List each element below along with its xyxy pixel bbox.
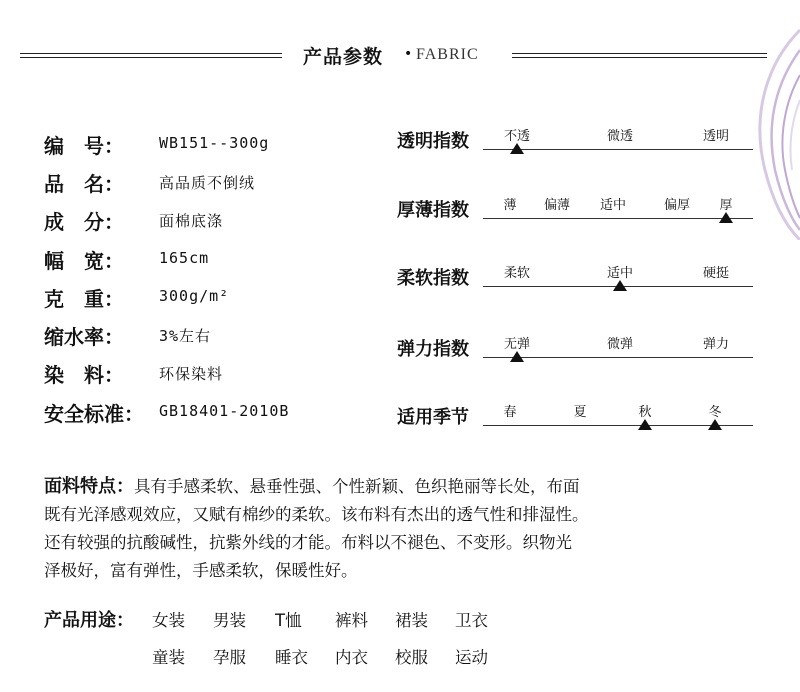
spec-value: 面棉底涤 (159, 212, 224, 230)
usage-item: 女装 (152, 611, 185, 630)
index-marker-icon (719, 212, 733, 223)
spec-value: 300g/m² (159, 287, 230, 305)
usage-label: 产品用途： (44, 610, 134, 631)
index-scale-label: 厚 (719, 198, 733, 213)
index-scale-label: 秋 (638, 405, 652, 420)
usage-item: 睡衣 (275, 648, 308, 667)
header-rule-right (512, 53, 767, 54)
index-scale-label: 适中 (606, 266, 634, 281)
spec-value: WB151--300g (159, 134, 270, 152)
page-subtitle: FABRIC (416, 46, 479, 63)
index-scale-label: 无弹 (503, 337, 531, 352)
usage-item: 内衣 (335, 648, 368, 667)
index-name: 弹力指数 (397, 339, 469, 360)
index-name: 适用季节 (397, 407, 469, 428)
spec-key: 成 分： (44, 210, 124, 234)
spec-value: GB18401-2010B (159, 402, 290, 420)
feather-decoration-icon (730, 20, 800, 240)
page-title: 产品参数 (303, 46, 384, 68)
index-scale-label: 透明 (702, 129, 730, 144)
index-name: 透明指数 (397, 131, 469, 152)
description-line: 既有光泽感观效应，又赋有棉纱的柔软。该布料有杰出的透气性和排湿性。 (44, 505, 589, 524)
index-name: 柔软指数 (397, 268, 469, 289)
index-scale-label: 薄 (503, 198, 517, 213)
spec-value: 3%左右 (159, 327, 212, 345)
title-bullet: • (404, 46, 413, 62)
usage-item: 童装 (152, 648, 185, 667)
spec-key: 克 重： (44, 287, 124, 311)
usage-item: 卫衣 (455, 611, 488, 630)
description-line: 面料特点：具有手感柔软、悬垂性强、个性新颖、色织艳丽等长处，布面 (44, 476, 580, 497)
index-scale-label: 冬 (708, 405, 722, 420)
header-rule-left (20, 53, 282, 54)
fabric-description (44, 474, 744, 583)
index-scale-label: 柔软 (503, 266, 531, 281)
index-marker-icon (510, 351, 524, 362)
index-scale-label: 偏薄 (543, 198, 571, 213)
spec-value: 环保染料 (159, 365, 224, 383)
spec-key: 缩水率： (44, 325, 124, 349)
spec-key: 品 名： (44, 172, 124, 196)
usage-item: 运动 (455, 648, 488, 667)
spec-value: 165cm (159, 249, 210, 267)
index-scale-label: 不透 (503, 129, 531, 144)
index-name: 厚薄指数 (397, 200, 469, 221)
spec-key: 编 号： (44, 134, 124, 158)
index-marker-icon (510, 143, 524, 154)
header-rule-right-2 (512, 57, 767, 58)
index-scale-line (483, 218, 753, 219)
index-scale-label: 弹力 (702, 337, 730, 352)
description-line: 还有较强的抗酸碱性，抗紫外线的才能。布料以不褪色、不变形。织物光 (44, 533, 572, 552)
header-rule-left-2 (20, 57, 282, 58)
index-scale-label: 夏 (573, 405, 587, 420)
spec-key: 染 料： (44, 363, 124, 387)
index-scale-label: 微弹 (606, 337, 634, 352)
index-scale-label: 适中 (599, 198, 627, 213)
usage-item: 校服 (395, 648, 428, 667)
index-marker-icon (613, 280, 627, 291)
description-label: 面料特点： (44, 476, 134, 497)
index-scale-label: 硬挺 (702, 266, 730, 281)
index-scale-label: 春 (503, 405, 517, 420)
usage-item: 孕服 (213, 648, 246, 667)
spec-value: 高品质不倒绒 (159, 174, 256, 192)
index-scale-label: 偏厚 (663, 198, 691, 213)
index-scale-label: 微透 (606, 129, 634, 144)
spec-key: 安全标准： (44, 402, 144, 426)
usage-item: 裙装 (395, 611, 428, 630)
index-marker-icon (708, 419, 722, 430)
spec-key: 幅 宽： (44, 249, 124, 273)
usage-item: 裤料 (335, 611, 368, 630)
description-line: 泽极好，富有弹性，手感柔软，保暖性好。 (44, 561, 358, 580)
usage-item: 男装 (213, 611, 246, 630)
usage-item: T恤 (275, 611, 302, 630)
index-marker-icon (638, 419, 652, 430)
